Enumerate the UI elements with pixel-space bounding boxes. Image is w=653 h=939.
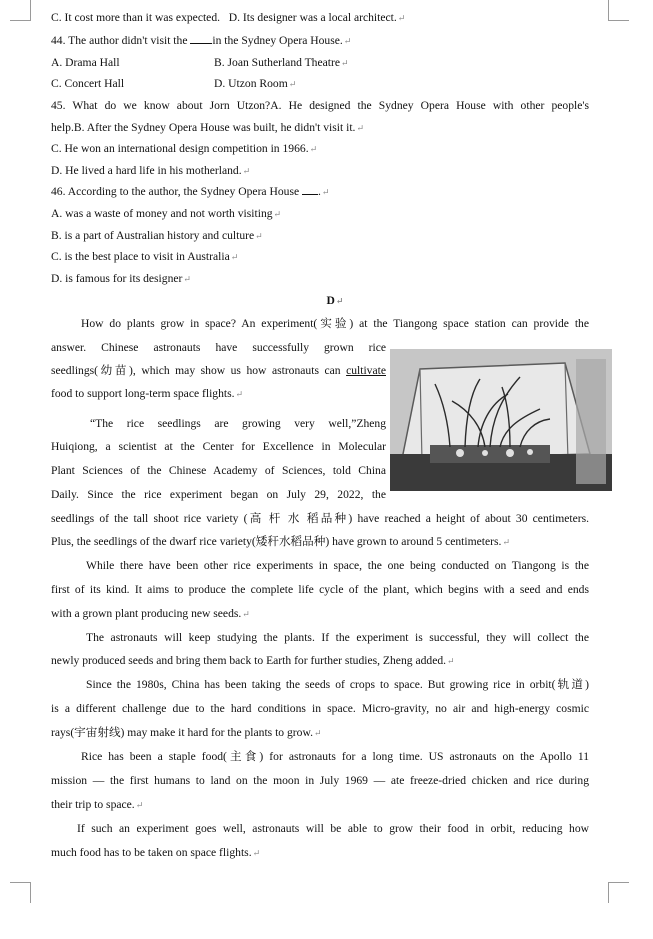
q44-option-b: B. Joan Sutherland Theatre↵	[214, 56, 349, 69]
passage-p6-line2: mission — the first humans to land on the moon in July 1969 — ate freeze-dried chicken and rice during	[51, 774, 589, 787]
passage-p3-line2: first of its kind. It aims to produce the complete life cycle of the plant, which begins with a seed and ends	[51, 583, 589, 596]
rice-seedlings-photo	[390, 349, 612, 491]
q44-option-c: C. Concert Hall	[51, 77, 125, 90]
q45-stem-line1: 45. What do we know about Jorn Utzon?A. He designed the Sydney Opera House with other people's	[51, 99, 589, 112]
passage-p5-line3: rays(宇宙射线) may make it hard for the plants to grow.↵	[51, 726, 322, 739]
passage-p4-line2: newly produced seeds and bring them back to Earth for further studies, Zheng added.↵	[51, 654, 455, 667]
q44-option-a: A. Drama Hall	[51, 56, 120, 69]
q46-option-d: D. is famous for its designer↵	[51, 272, 191, 285]
passage-p2-line3: Plant Sciences of the Chinese Academy of Sciences, told China	[51, 464, 386, 477]
passage-p6-line3: their trip to space.↵	[51, 798, 144, 811]
q46-stem: 46. According to the author, the Sydney Opera House .↵	[51, 185, 330, 198]
q45-option-d: D. He lived a hard life in his motherland.↵	[51, 164, 251, 177]
passage-p5-line1: Since the 1980s, China has been taking the seeds of crops to space. But growing rice in orbit(轨道)	[86, 678, 589, 691]
underlined-word: cultivate	[346, 364, 386, 377]
passage-p1-line3: seedlings(幼苗), which may show us how astronauts can cultivate	[51, 364, 386, 377]
q46-option-b: B. is a part of Australian history and culture↵	[51, 229, 263, 242]
q46-option-c: C. is the best place to visit in Australia↵	[51, 250, 239, 263]
passage-p3-line1: While there have been other rice experiments in space, the one being conducted on Tiangong is the	[86, 559, 589, 572]
q45-stem-line2: help.B. After the Sydney Opera House was built, he didn't visit it.↵	[51, 121, 364, 134]
passage-p5-line2: is a different challenge due to the hard conditions in space. Micro-gravity, no air and high-energy cosmic	[51, 702, 589, 715]
passage-p1-line1: How do plants grow in space? An experiment(实验) at the Tiangong space station can provide the	[81, 317, 589, 330]
answer-blank	[302, 184, 318, 195]
q44-stem: 44. The author didn't visit the in the Sydney Opera House.↵	[51, 34, 352, 47]
passage-heading: D↵	[326, 294, 344, 307]
page-corner-mark	[10, 882, 31, 903]
answer-blank	[190, 33, 212, 44]
passage-p1-line2: answer. Chinese astronauts have successfully grown rice	[51, 341, 386, 354]
passage-p2-line1: “The rice seedlings are growing very well,”Zheng	[90, 417, 386, 430]
passage-p6-line1: Rice has been a staple food(主食) for astronauts for a long time. US astronauts on the Apollo 11	[81, 750, 589, 763]
passage-p2-line6: Plus, the seedlings of the dwarf rice variety(矮秆水稻品种) have grown to around 5 centimeters.↵	[51, 535, 510, 548]
page-corner-mark	[608, 882, 629, 903]
q45-option-c: C. He won an international design competition in 1966.↵	[51, 142, 318, 155]
passage-p2-line2: Huiqiong, a scientist at the Center for Excellence in Molecular	[51, 440, 386, 453]
q46-option-a: A. was a waste of money and not worth visiting↵	[51, 207, 282, 220]
passage-p1-line4: food to support long-term space flights.↵	[51, 387, 244, 400]
q44-option-d: D. Utzon Room↵	[214, 77, 297, 90]
page-corner-mark	[608, 0, 629, 21]
page-corner-mark	[10, 0, 31, 21]
passage-p2-line4: Daily. Since the rice experiment began on July 29, 2022, the	[51, 488, 386, 501]
passage-p4-line1: The astronauts will keep studying the plants. If the experiment is successful, they will collect the	[86, 631, 589, 644]
passage-p3-line3: with a grown plant producing new seeds.↵	[51, 607, 250, 620]
passage-p2-line5: seedlings of the tall shoot rice variety (高 杆 水 稻品种) have reached a height of about 30 centimeters.	[51, 512, 589, 525]
q43-options-cd: C. It cost more than it was expected. D. Its designer was a local architect.↵	[51, 11, 406, 24]
passage-p7-line2: much food has to be taken on space flights.↵	[51, 846, 261, 859]
passage-p7-line1: If such an experiment goes well, astronauts will be able to grow their food in orbit, reducing how	[77, 822, 589, 835]
